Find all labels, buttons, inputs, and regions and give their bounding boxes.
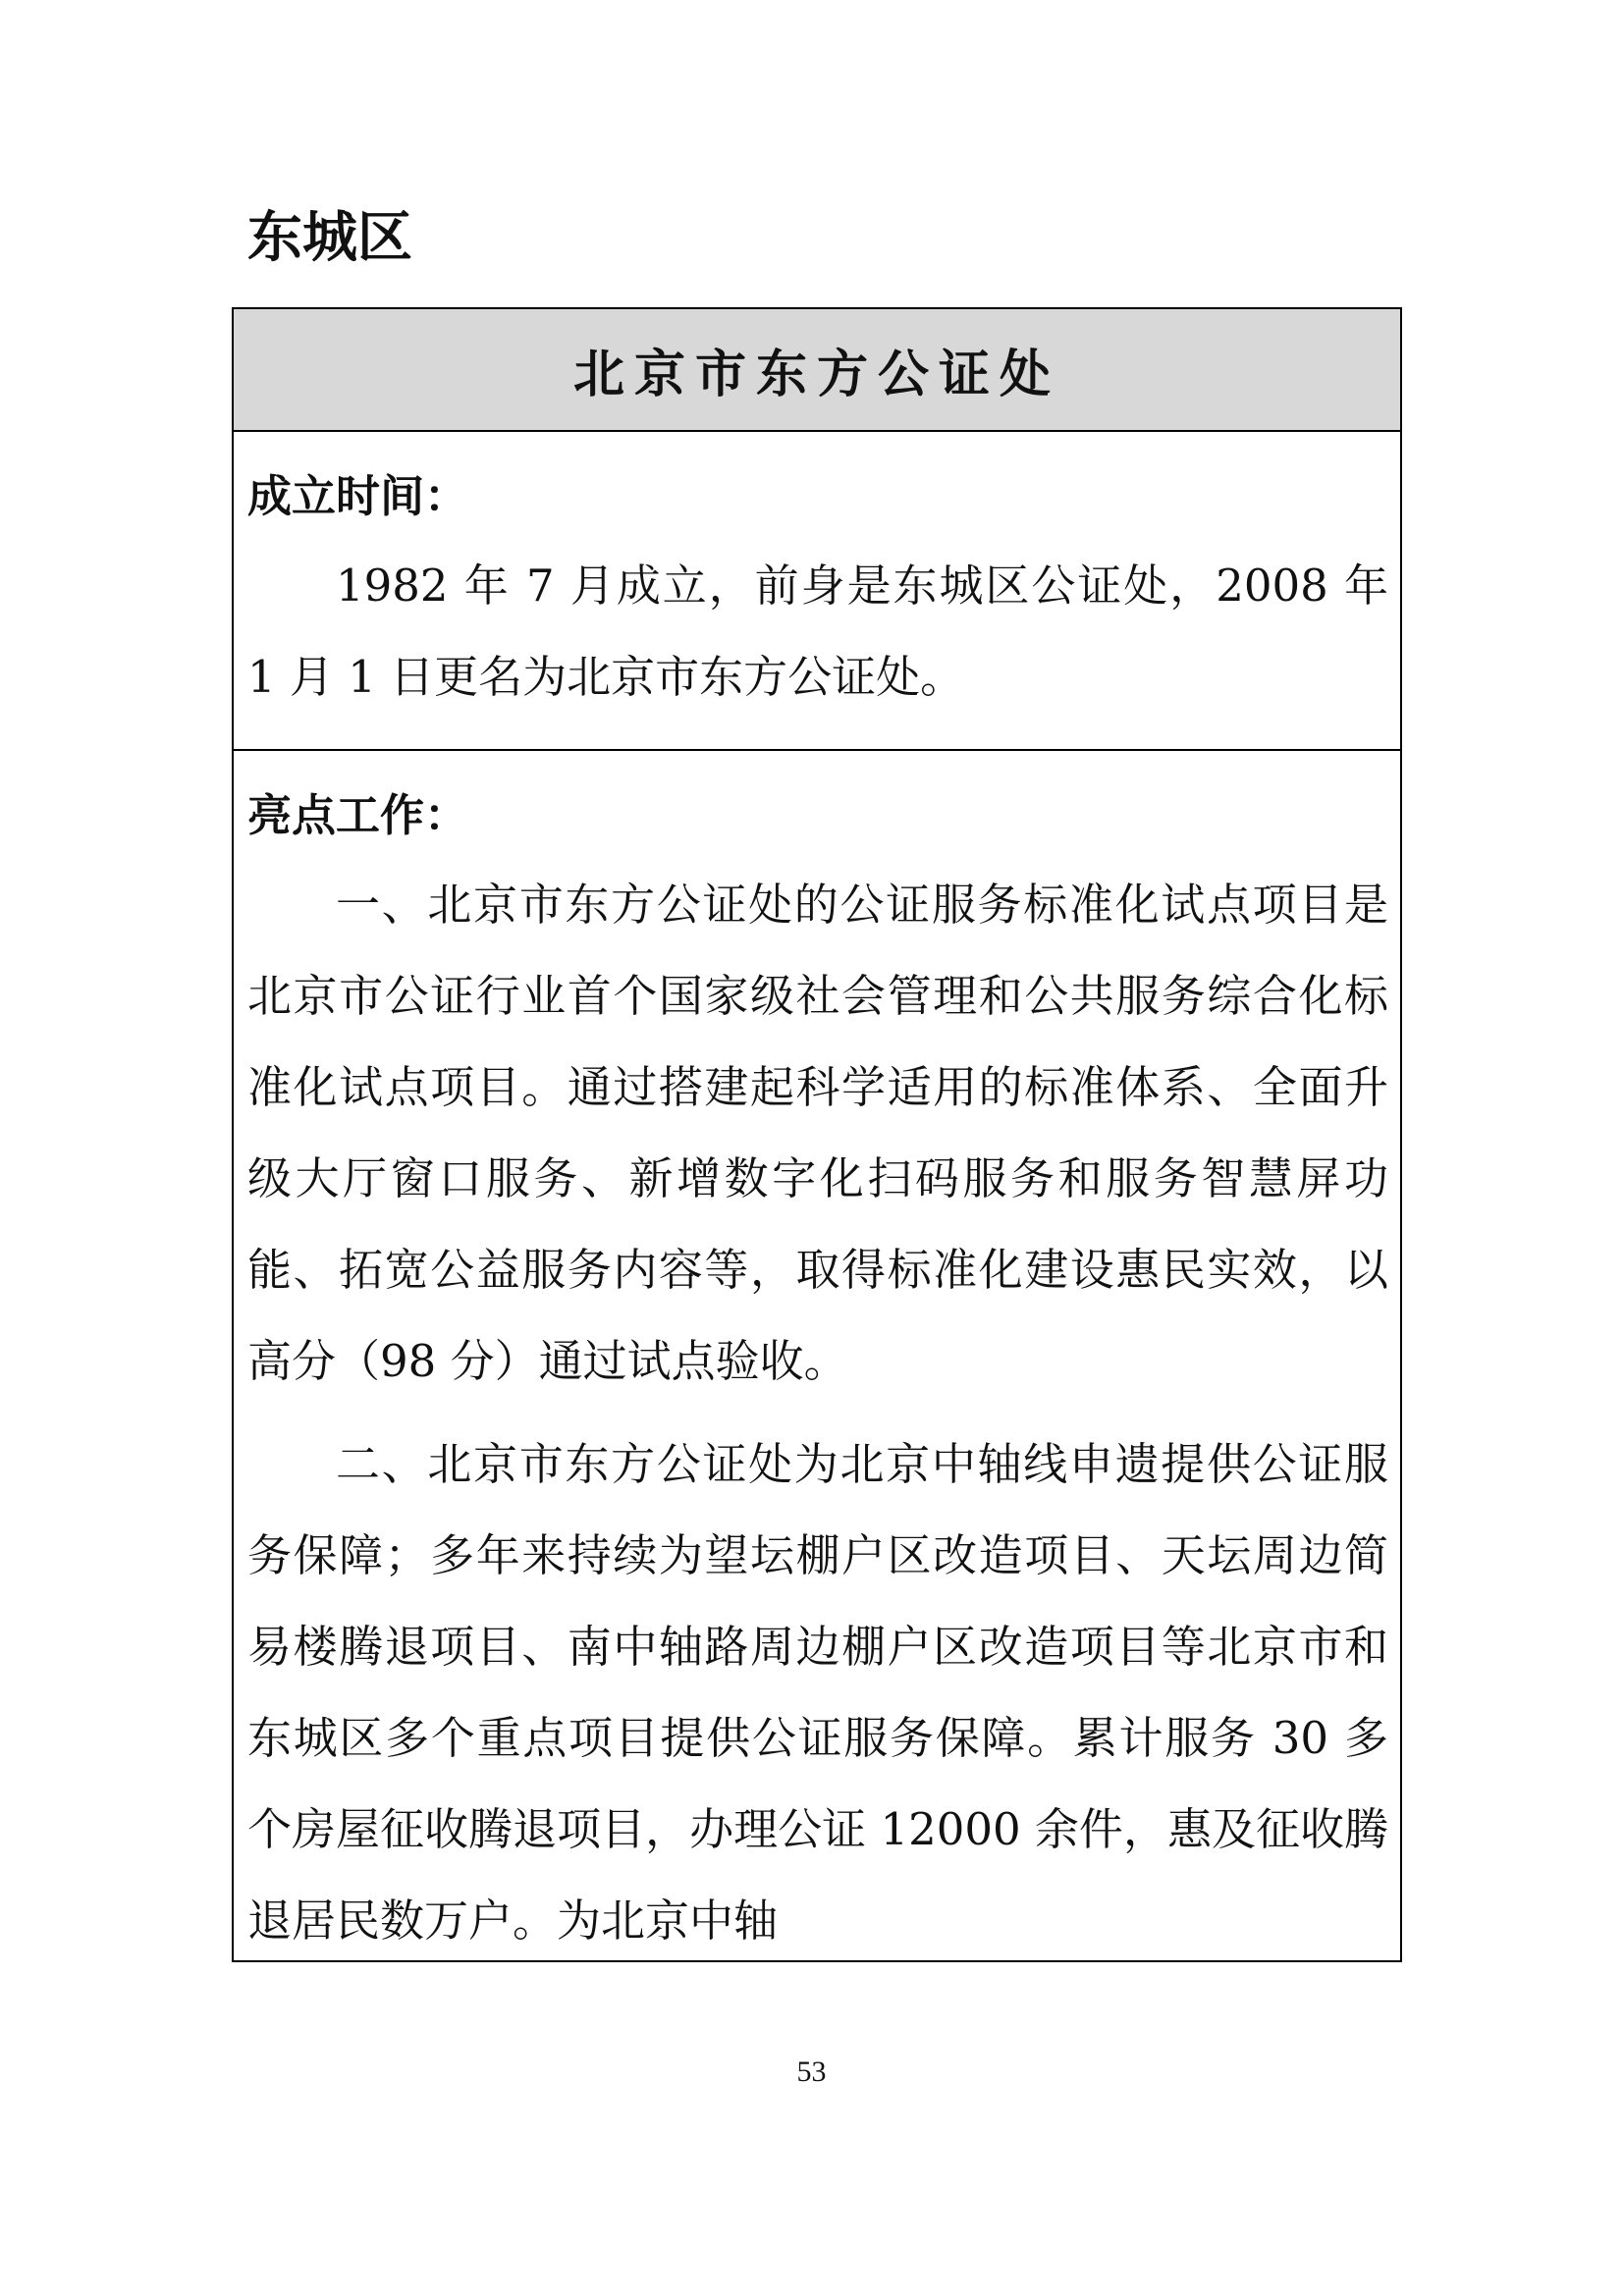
table-title-row (234, 309, 1400, 432)
org-info-table (232, 307, 1402, 1962)
highlights-heading: 亮点工作： (247, 789, 469, 841)
highlight-paragraph-1: 一、北京市东方公证处的公证服务标准化试点项目是北京市公证行业首个国家级社会管理和公共服务综合化标准化试点项目。通过搭建起科学适用的标准体系、全面升级大厅窗口服务、新增数字化扫码服务和服务智慧屏功能、拓宽公益服务内容等，取得标准化建设惠民实效，以高分（98 分）通过试点验收。 (247, 879, 1388, 1387)
district-heading: 东城区 (247, 206, 412, 270)
founded-text: 1982 年 7 月成立，前身是东城区公证处，2008 年 1 月 1 日更名为北京市东方公证处。 (247, 560, 1388, 703)
founded-cell (234, 432, 1400, 751)
highlight-paragraph-2: 二、北京市东方公证处为北京中轴线申遗提供公证服务保障；多年来持续为望坛棚户区改造项目、天坛周边简易楼腾退项目、南中轴路周边棚户区改造项目等北京市和东城区多个重点项目提供公证服务保障。累计服务 30 多个房屋征收腾退项目，办理公证 12000 余件，惠及征收腾退居民数万户。为北京中轴 (247, 1438, 1388, 1947)
page-number: 53 (796, 2056, 827, 2088)
founded-heading: 成立时间： (247, 470, 469, 522)
highlights-cell (234, 751, 1400, 1962)
org-name: 北京市东方公证处 (572, 346, 1060, 404)
